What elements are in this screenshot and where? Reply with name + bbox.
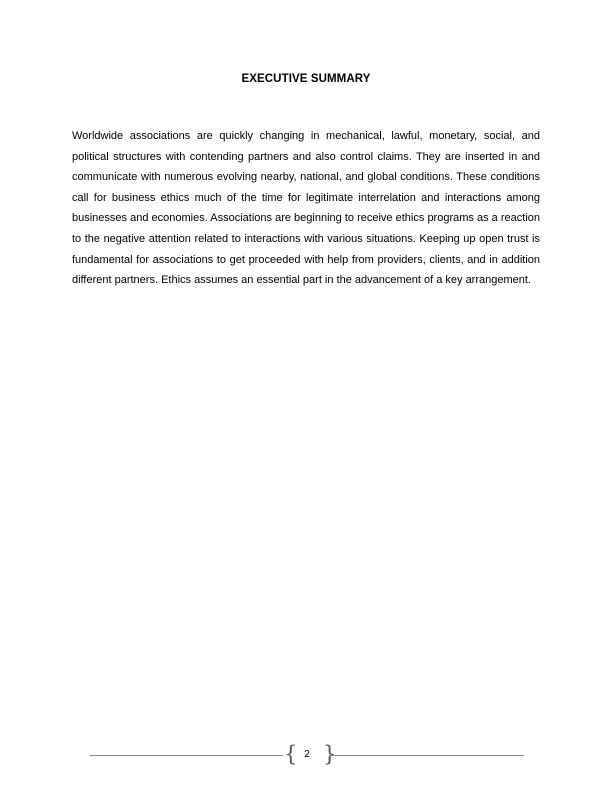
footer-bracket-right: } [323,742,337,766]
footer-bracket-left: { [284,742,298,766]
footer-rule-right [330,755,524,756]
summary-paragraph: Worldwide associations are quickly changing in mechanical, lawful, monetary, social, and political structures with contending partners and also control claims. They are inserted in and communicate with numerous evolving nearby, national, and global conditions. These conditions call for business ethics much of the time for legitimate interrelation and interactions among businesses and economies. Associations are beginning to receive ethics programs as a reaction to the negative attention related to interactions with various situations. Keeping up open trust is fundamental for associations to get proceeded with help from providers, clients, and in addition different partners. Ethics assumes an essential part in the advancement of a key arrangement. [72,130,540,287]
page-footer [90,744,524,766]
footer-rule-left [90,755,283,756]
page-title: EXECUTIVE SUMMARY [241,73,371,85]
page-number: 2 [304,749,310,760]
